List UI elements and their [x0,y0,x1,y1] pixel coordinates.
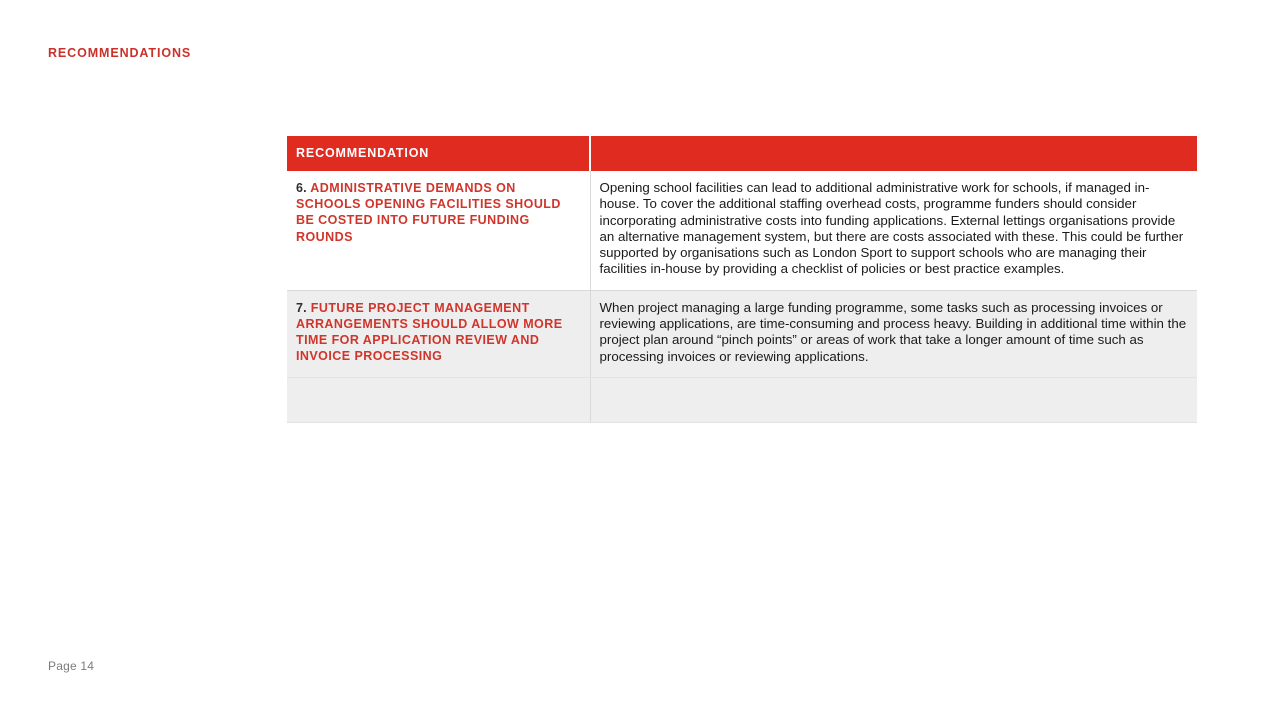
detail-text: When project managing a large funding programme, some tasks such as processing invoices or reviewing applications, are time-consuming and process heavy. Building in additional time within the project plan around “pinch points” or areas of work that take a longer amount of time such as processing invoices or reviewing applications. [599,299,1187,364]
recommendation-number: 6. [296,181,307,195]
recommendation-heading [296,180,580,245]
table-row-spacer [287,377,1197,422]
detail-cell-empty [590,377,1197,422]
recommendation-heading-text: FUTURE PROJECT MANAGEMENT ARRANGEMENTS SHOULD ALLOW MORE TIME FOR APPLICATION REVIEW AND INVOICE PROCESSING [296,300,563,364]
detail-cell [590,171,1197,290]
recommendation-cell [287,290,590,377]
table-row [287,290,1197,377]
table-header [287,136,1197,171]
page-title: RECOMMENDATIONS [48,46,192,60]
recommendations-table [287,136,1197,423]
table-body [287,171,1197,422]
recommendation-number: 7. [296,300,307,315]
column-header-recommendation: RECOMMENDATION [287,136,590,171]
recommendation-cell [287,171,590,290]
recommendation-heading [296,300,580,365]
detail-text: Opening school facilities can lead to additional administrative work for schools, if managed in-house. To cover the additional staffing overhead costs, programme funders should consider incorporating administrative costs into funding applications. External lettings organisations provide an alternative management system, but there are costs associated with these. This could be further supported by organisations such as London Sport to support schools who are managing their facilities in-house by providing a checklist of policies or best practice examples. [599,180,1184,277]
recommendation-heading-text: ADMINISTRATIVE DEMANDS ON SCHOOLS OPENING FACILITIES SHOULD BE COSTED INTO FUTURE FUNDING ROUNDS [296,181,561,244]
table-header-row [287,136,1197,171]
recommendation-cell-empty [287,377,590,422]
page-number-footer: Page 14 [48,659,95,673]
table-row [287,171,1197,290]
column-header-detail [590,136,1197,171]
detail-cell [590,290,1197,377]
